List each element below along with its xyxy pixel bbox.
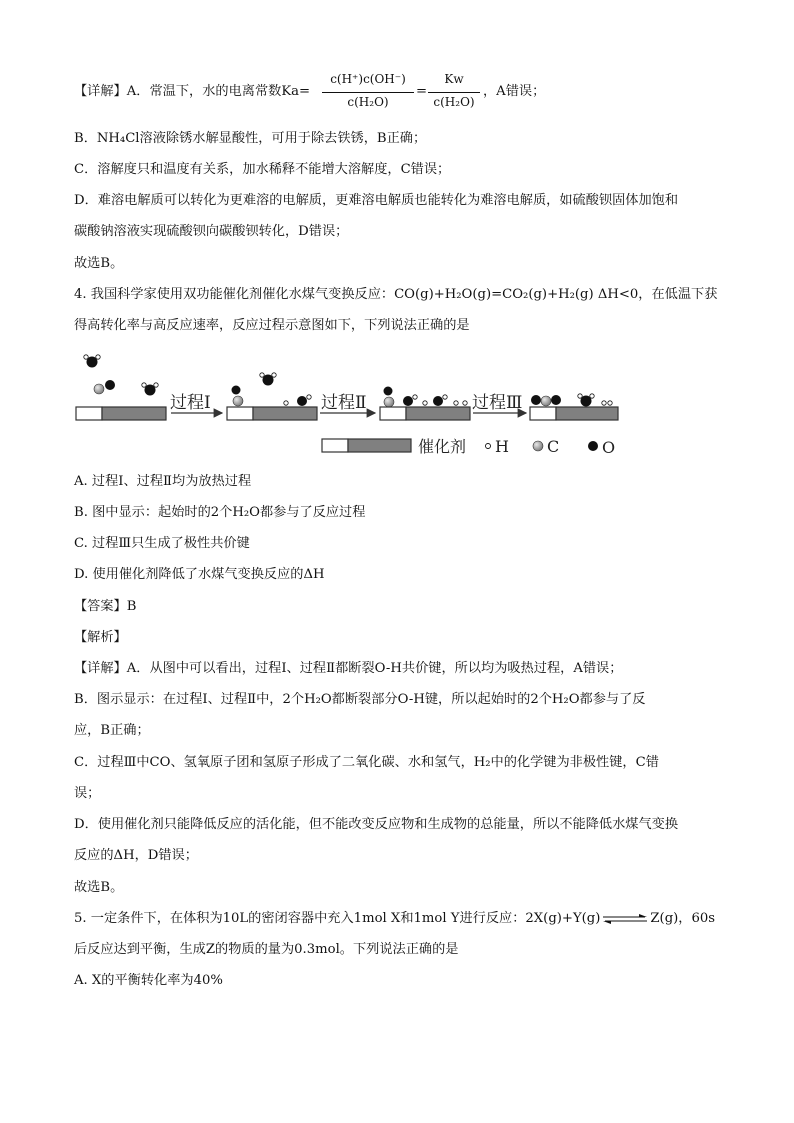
q4-analysis-label: 【解析】 <box>74 630 127 645</box>
q5-stem-line1 <box>74 910 715 928</box>
q4-option-d: D. 使用催化剂降低了水煤气变换反应的ΔH <box>74 567 325 582</box>
q4-analysis-line: D．使用催化剂只能降低反应的活化能，但不能改变反应物和生成物的总能量，所以不能降低水煤气变换 <box>74 817 679 832</box>
q3-detail-d2: 碳酸钠溶液实现硫酸钡向碳酸钡转化，D错误； <box>74 224 349 239</box>
q3-a-prefix: 【详解】A．常温下，水的电离常数Ka= <box>74 84 311 99</box>
q3-detail-c: C．溶解度只和温度有关系，加水稀释不能增大溶解度，C错误； <box>74 162 451 177</box>
stage-4 <box>530 394 618 420</box>
q4-option-a: A. 过程Ⅰ、过程Ⅱ均为放热过程 <box>74 474 252 489</box>
q5-stem-part2: Z(g)，60s <box>650 911 716 926</box>
ka-fraction-1 <box>322 72 414 112</box>
q4-option-b: B. 图中显示：起始时的2个H₂O都参与了反应过程 <box>74 505 366 520</box>
diagram-legend <box>322 437 615 457</box>
process-1-label: 过程Ⅰ <box>170 393 211 413</box>
q3-conclusion: 故选B。 <box>74 256 124 271</box>
q4-analysis-line: C．过程Ⅲ中CO、氢氧原子团和氢原子形成了二氧化碳、水和氢气，H₂中的化学键为非极性键，C错 <box>74 755 659 770</box>
ka-denominator-2: c(H₂O) <box>433 95 475 109</box>
q4-stem-line1: 4. 我国科学家使用双功能催化剂催化水煤气变换反应：CO(g)+H₂O(g)=CO₂(g)+H₂(g) ΔH<0，在低温下获 <box>74 287 718 302</box>
ka-numerator-1: c(H⁺)c(OH⁻) <box>330 72 406 86</box>
ka-numerator-2: Kw <box>444 72 464 86</box>
q3-detail-b: B．NH₄Cl溶液除锈水解显酸性，可用于除去铁锈，B正确； <box>74 131 427 146</box>
q5-stem-line2: 后反应达到平衡，生成Z的物质的量为0.3mol。下列说法正确的是 <box>74 942 459 957</box>
fraction-bar <box>428 92 480 93</box>
q4-analysis-line: 应，B正确； <box>74 723 150 738</box>
fraction-bar <box>322 92 414 93</box>
process-2-label: 过程Ⅱ <box>321 393 367 413</box>
legend-o: O <box>602 438 616 457</box>
q4-analysis-line: B．图示显示：在过程Ⅰ、过程Ⅱ中，2个H₂O都断裂部分O-H键，所以起始时的2个H₂O都参与了反 <box>74 692 646 707</box>
legend-catalyst: 催化剂 <box>418 437 467 456</box>
q4-analysis-line: 故选B。 <box>74 880 124 895</box>
q5-stem-part1: 5. 一定条件下，在体积为10L的密闭容器中充入1mol X和1mol Y进行反应：2X(g)+Y(g) <box>74 911 601 926</box>
q4-stem-line2: 得高转化率与高反应速率，反应过程示意图如下，下列说法正确的是 <box>74 318 470 333</box>
reaction-process-diagram <box>70 348 630 460</box>
process-3-label: 过程Ⅲ <box>472 393 523 413</box>
ka-denominator-1: c(H₂O) <box>347 95 389 109</box>
stage-3 <box>380 387 470 421</box>
q4-analysis-line: 【详解】A．从图中可以看出，过程Ⅰ、过程Ⅱ都断裂O-H共价键，所以均为吸热过程，A错误； <box>74 661 623 676</box>
q3-detail-d1: D．难溶电解质可以转化为更难溶的电解质，更难溶电解质也能转化为难溶电解质，如硫酸钡固体加饱和 <box>74 193 679 208</box>
q3-a-suffix: ，A错误； <box>483 84 546 99</box>
q4-option-c: C. 过程Ⅲ只生成了极性共价键 <box>74 536 250 551</box>
equilibrium-arrow-icon <box>601 913 649 925</box>
ka-equals: = <box>416 84 428 99</box>
q5-option-a: A. X的平衡转化率为40% <box>74 973 223 988</box>
q4-analysis-line: 反应的ΔH，D错误； <box>74 848 198 863</box>
ka-fraction-2 <box>428 72 480 112</box>
q3-detail-a <box>74 83 310 101</box>
stage-2 <box>227 373 317 420</box>
legend-c: C <box>547 437 560 456</box>
legend-h: H <box>495 437 509 456</box>
stage-1 <box>76 355 166 420</box>
q4-analysis-line: 误； <box>74 786 101 801</box>
q4-answer: 【答案】B <box>74 599 137 614</box>
